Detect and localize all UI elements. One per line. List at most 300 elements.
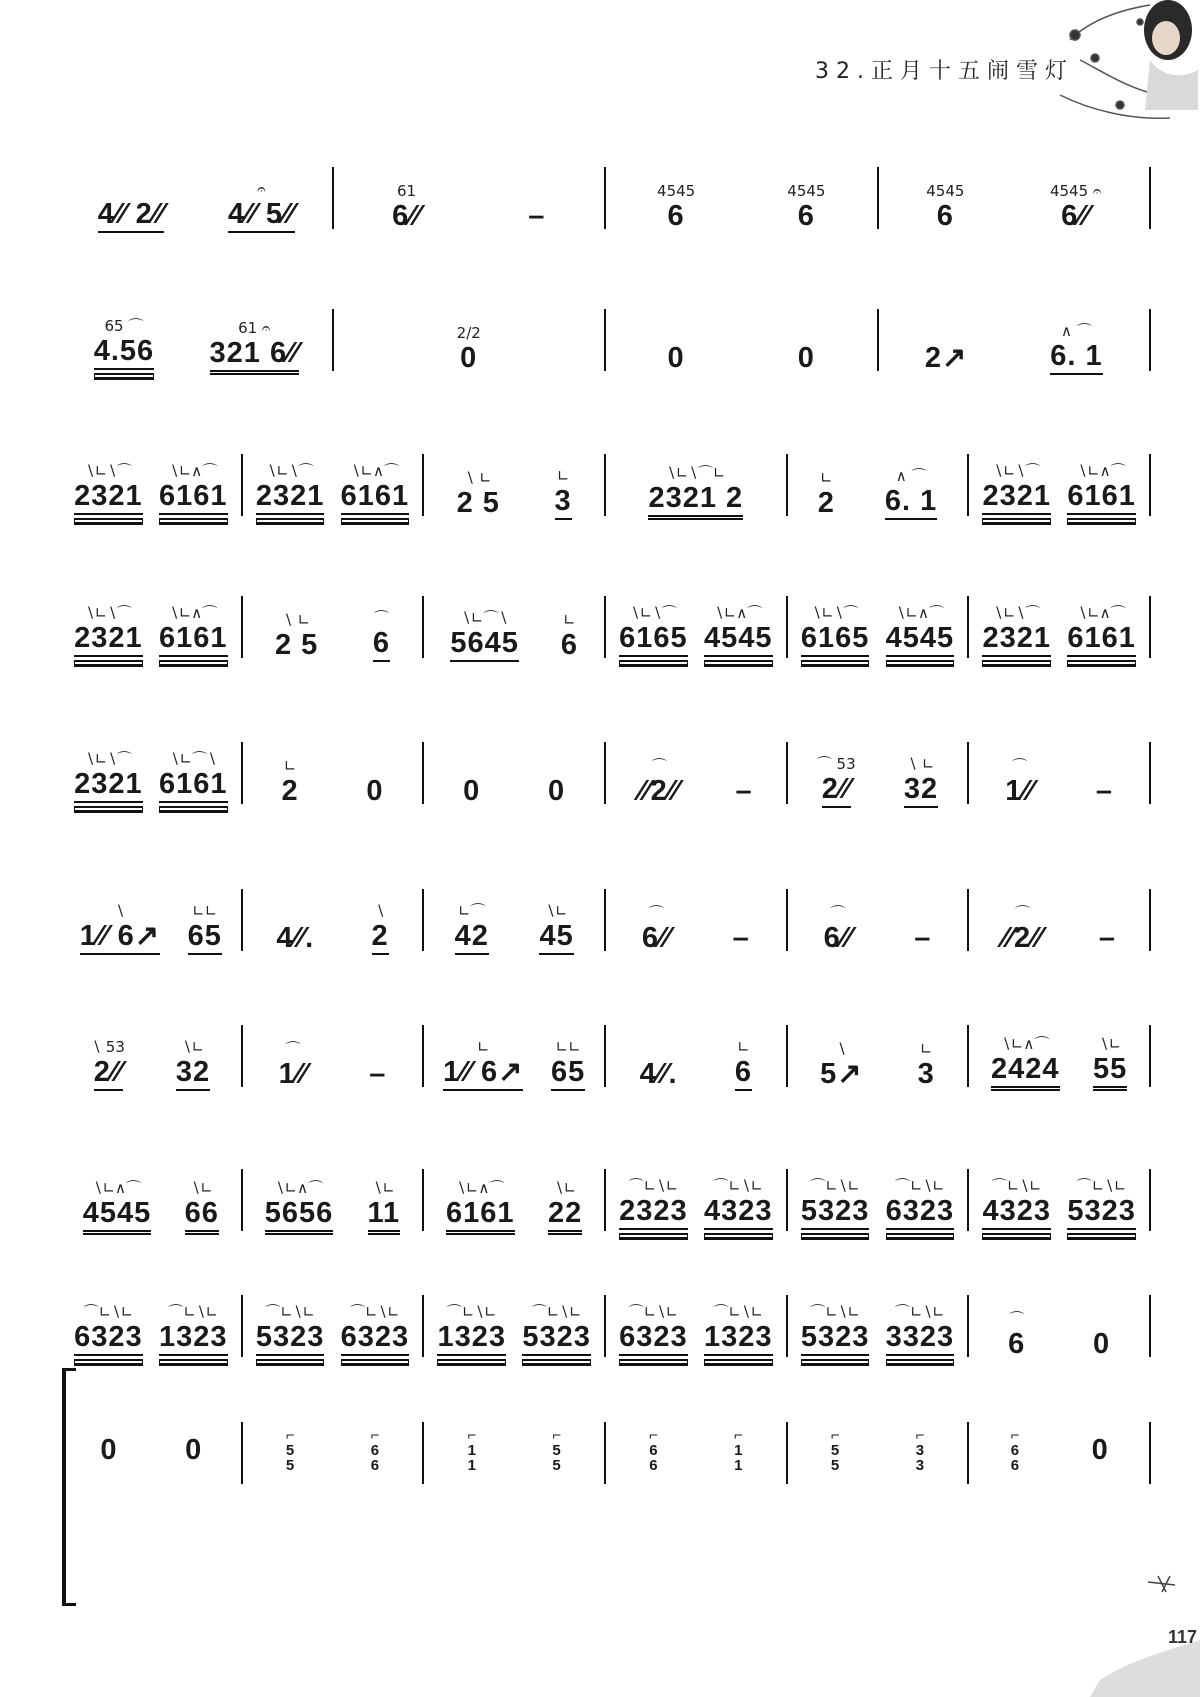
stacked-chord xyxy=(916,1428,925,1473)
ornament-marks: 61 𝄐 xyxy=(238,319,271,337)
ornament-marks: ∖∟⌒∖ xyxy=(169,750,217,768)
beat xyxy=(369,1042,386,1103)
chord-notes: 5 5 xyxy=(830,1441,840,1474)
jianpu-notes: 4323 xyxy=(982,1194,1051,1235)
score-line xyxy=(60,1273,1150,1373)
jianpu-notes: 6323 xyxy=(619,1320,688,1361)
ornament-marks: ∧ ⌒ xyxy=(895,467,927,485)
ornament-marks: ⌒∟∖∟ xyxy=(628,1303,679,1321)
ornament-marks: ⌒ xyxy=(1015,904,1031,922)
jianpu-notes: 1323 xyxy=(704,1320,773,1361)
beat xyxy=(275,613,318,674)
jianpu-notes: 6⁄⁄ xyxy=(823,922,853,954)
stacked-chord xyxy=(467,1428,476,1473)
jianpu-notes: 4323 xyxy=(704,1194,773,1235)
beat xyxy=(925,326,967,387)
jianpu-notes: 5323 xyxy=(1067,1194,1136,1235)
ornament-marks: ∖∟∧⌒ xyxy=(169,462,218,480)
lower-staff-line xyxy=(60,1400,1150,1500)
ornament-marks: ∖∟∖⌒∟ xyxy=(666,464,726,482)
measure xyxy=(968,432,1150,532)
beat xyxy=(657,184,695,245)
ornament-marks: ∖∟∖⌒ xyxy=(85,750,132,768)
beat xyxy=(787,184,825,245)
beat xyxy=(735,1040,752,1103)
beat xyxy=(824,906,853,967)
rest-symbol: 0 xyxy=(185,1433,202,1466)
measure xyxy=(605,1273,787,1373)
jianpu-notes: 6. 1 xyxy=(885,484,937,520)
ornament-marks: 4545 xyxy=(926,182,965,200)
ornament-marks: ∖∟∧⌒ xyxy=(1001,1035,1050,1053)
chord-mark: ⌐ xyxy=(733,1426,743,1444)
ornament-marks: ⌒∟∖∟ xyxy=(991,1177,1042,1195)
jianpu-notes: 6161 xyxy=(159,621,228,662)
ornament-marks: ∖∟∧⌒ xyxy=(1077,604,1126,622)
score-line xyxy=(60,145,1150,245)
jianpu-notes: 6 xyxy=(936,200,954,232)
beat xyxy=(648,466,743,532)
ornament-marks: ∖∟⌒∖ xyxy=(461,609,508,627)
ornament-marks: ∖∟∧⌒ xyxy=(714,604,763,622)
jianpu-notes: 2⁄⁄ xyxy=(94,1055,123,1091)
beat xyxy=(885,469,937,532)
ornament-marks: ∖∟ xyxy=(181,1038,205,1056)
ornament-marks: ∖∟ xyxy=(372,1179,395,1197)
measure xyxy=(242,1003,424,1103)
jianpu-notes: ⁄⁄2⁄⁄ xyxy=(1002,922,1043,954)
score-line xyxy=(60,720,1150,820)
jianpu-notes: 5645 xyxy=(450,626,519,662)
jianpu-notes: 65 xyxy=(188,919,222,955)
measure xyxy=(605,432,787,532)
jianpu-notes: 1323 xyxy=(437,1320,506,1361)
beat xyxy=(642,906,671,967)
beat xyxy=(265,1181,334,1247)
ornament-marks: 4545 𝄐 xyxy=(1049,182,1102,200)
barline xyxy=(1149,1422,1151,1484)
stacked-chord xyxy=(1011,1428,1020,1473)
beat xyxy=(256,464,325,532)
rest-symbol: 0 xyxy=(100,1433,117,1466)
beat xyxy=(159,752,228,820)
barline xyxy=(1149,1169,1151,1231)
jianpu-notes: 6⁄⁄ xyxy=(1061,200,1090,232)
beat xyxy=(188,904,222,967)
ornament-marks: 2/2 xyxy=(456,324,481,342)
jianpu-notes: 6323 xyxy=(886,1194,955,1235)
beat xyxy=(704,1179,773,1247)
ornament-marks: ∟∟ xyxy=(192,902,218,920)
beat xyxy=(561,613,578,674)
measure xyxy=(60,574,242,674)
measure xyxy=(605,867,787,967)
beat xyxy=(798,326,815,387)
ornament-marks: ∟ xyxy=(556,467,570,485)
measure xyxy=(242,720,424,820)
chord-notes: 5 5 xyxy=(285,1441,295,1474)
measure xyxy=(242,1147,424,1247)
ornament-marks: ∖∟ xyxy=(190,1179,213,1197)
jianpu-notes: 0 xyxy=(1093,1328,1111,1360)
beat xyxy=(528,184,545,245)
jianpu-notes: 65 xyxy=(551,1055,585,1091)
beat xyxy=(982,606,1051,674)
ornament-marks: ∟ xyxy=(737,1038,750,1056)
stacked-chord xyxy=(552,1428,561,1473)
jianpu-notes: 32 xyxy=(904,772,938,808)
beat xyxy=(914,906,931,967)
rest xyxy=(1091,1433,1108,1466)
jianpu-notes: 6323 xyxy=(341,1320,410,1361)
beat xyxy=(886,1179,955,1247)
beat xyxy=(704,606,773,674)
jianpu-notes: 3 xyxy=(555,484,572,520)
measure xyxy=(60,1003,242,1103)
barline xyxy=(1149,596,1151,658)
measure xyxy=(423,1400,605,1500)
beat xyxy=(668,326,685,387)
beat xyxy=(801,606,870,674)
jianpu-notes: 6 xyxy=(667,200,685,232)
measure xyxy=(423,1273,605,1373)
beat xyxy=(74,1305,143,1373)
ornament-marks: ⌒∟∖∟ xyxy=(265,1303,315,1321)
beat xyxy=(450,611,519,674)
ornament-marks: ⌒∟∖∟ xyxy=(810,1303,860,1321)
beat xyxy=(463,759,480,820)
beat xyxy=(639,759,680,820)
ornament-marks: ∟ xyxy=(563,611,576,629)
jianpu-notes: 6165 xyxy=(619,621,688,662)
jianpu-notes: 6 xyxy=(797,200,815,232)
jianpu-notes: 5323 xyxy=(522,1320,591,1361)
beat xyxy=(74,752,143,820)
rest-symbol: 0 xyxy=(1091,1433,1108,1466)
ornament-marks: ∖∟∖⌒ xyxy=(811,604,859,622)
page-number: 117 xyxy=(1168,1627,1198,1647)
ornament-marks: ⌒ xyxy=(1012,757,1028,775)
beat xyxy=(801,1305,870,1373)
barline xyxy=(1149,742,1151,804)
score-line xyxy=(60,1003,1150,1103)
ornament-marks: ⌒∟∖∟ xyxy=(350,1303,400,1321)
beat xyxy=(210,321,299,387)
barline xyxy=(1149,309,1151,371)
beat xyxy=(74,606,143,674)
beat xyxy=(1093,1312,1110,1373)
jianpu-notes: 0 xyxy=(797,342,815,374)
stacked-chord xyxy=(649,1428,658,1473)
ornament-marks: ∖∟∖⌒ xyxy=(85,462,132,480)
ornament-marks: ⌒ xyxy=(285,1040,301,1058)
ornament-marks: ∖∟ xyxy=(554,1179,577,1197)
measure xyxy=(787,867,969,967)
beat xyxy=(522,1305,591,1373)
measure xyxy=(605,287,878,387)
jianpu-notes: 5656 xyxy=(265,1196,334,1235)
score-line xyxy=(60,432,1150,532)
beat xyxy=(704,1305,773,1373)
ornament-marks: ∖∟∖⌒ xyxy=(630,604,677,622)
ornament-marks: ⌒∟∖∟ xyxy=(713,1303,764,1321)
beat xyxy=(539,904,573,967)
measure xyxy=(333,287,606,387)
jianpu-notes: 1⁄⁄ xyxy=(278,1058,308,1090)
beat xyxy=(886,1305,955,1373)
ornament-marks: ∖∟∖⌒ xyxy=(993,462,1041,480)
ornament-marks: ∖∟∧⌒ xyxy=(274,1179,324,1197)
ornament-marks: ∖ xyxy=(836,1040,847,1058)
beat xyxy=(457,326,481,387)
jianpu-notes: 4.56 xyxy=(94,334,154,375)
beat xyxy=(1067,464,1136,532)
beat xyxy=(817,757,856,820)
beat xyxy=(991,1037,1060,1103)
barline xyxy=(1149,167,1151,229)
ornament-marks: ⌒∟∖∟ xyxy=(895,1303,945,1321)
ornament-marks: ∟ xyxy=(283,757,297,775)
chord-notes: 6 6 xyxy=(370,1441,380,1474)
jianpu-notes: 2321 2 xyxy=(648,481,743,520)
measure xyxy=(605,145,878,245)
jianpu-notes: 4545 xyxy=(83,1196,152,1235)
beat xyxy=(1067,1179,1136,1247)
jianpu-notes: 6. 1 xyxy=(1050,339,1102,375)
beat xyxy=(437,1305,506,1373)
barline xyxy=(1149,1295,1151,1357)
measure xyxy=(60,1400,242,1500)
stacked-chord xyxy=(371,1428,380,1473)
ornament-marks: 65 ⌒ xyxy=(104,317,144,335)
jianpu-notes: ⁄⁄2⁄⁄ xyxy=(639,775,680,807)
ornament-marks: ⌒∟∖∟ xyxy=(168,1303,219,1321)
beat xyxy=(548,1181,582,1247)
jianpu-notes: 6⁄⁄ xyxy=(641,922,671,954)
ornament-marks: ∖ xyxy=(115,902,125,920)
chord-notes: 6 6 xyxy=(649,1441,658,1474)
beat xyxy=(279,1042,308,1103)
beat xyxy=(83,1181,152,1247)
jianpu-notes: – xyxy=(735,775,753,807)
ornament-marks: 4545 xyxy=(657,182,696,200)
jianpu-notes: 0 xyxy=(463,775,481,807)
beat xyxy=(159,606,228,674)
chord-notes: 1 1 xyxy=(467,1441,476,1474)
beat xyxy=(91,1040,124,1103)
chord-mark: ⌐ xyxy=(915,1426,925,1444)
measure xyxy=(423,720,605,820)
beat xyxy=(185,1181,219,1247)
beat xyxy=(372,904,389,967)
measure xyxy=(787,720,969,820)
chord-mark: ⌐ xyxy=(467,1426,477,1444)
jianpu-notes: 321 6⁄⁄ xyxy=(210,336,299,375)
jianpu-notes: – xyxy=(528,200,546,232)
beat xyxy=(619,1179,688,1247)
jianpu-notes: 0 xyxy=(366,775,384,807)
jianpu-notes: 6 xyxy=(1008,1328,1026,1360)
beat xyxy=(276,906,314,967)
measure xyxy=(423,432,605,532)
beat xyxy=(640,1042,678,1103)
measure xyxy=(605,574,787,674)
score-line xyxy=(60,287,1150,387)
measure xyxy=(60,287,333,387)
jianpu-notes: 32 xyxy=(176,1055,210,1091)
measure xyxy=(423,1147,605,1247)
jianpu-notes: – xyxy=(914,922,932,954)
jianpu-notes: 1⁄⁄ xyxy=(1005,775,1035,807)
beat xyxy=(1008,1312,1025,1373)
measure xyxy=(60,1273,242,1373)
jianpu-notes: 66 xyxy=(185,1196,219,1235)
rest xyxy=(185,1433,202,1466)
measure xyxy=(60,1147,242,1247)
jianpu-notes: 1323 xyxy=(159,1320,228,1361)
measure xyxy=(787,1147,969,1247)
beat xyxy=(818,471,835,532)
beat xyxy=(176,1040,210,1103)
jianpu-notes: – xyxy=(732,922,750,954)
ornament-marks: ∖∟∧⌒ xyxy=(895,604,944,622)
chord-mark: ⌐ xyxy=(649,1426,658,1444)
measure xyxy=(968,1400,1150,1500)
jianpu-notes: 2 xyxy=(372,919,389,955)
measure xyxy=(968,1273,1150,1373)
jianpu-notes: – xyxy=(369,1058,387,1090)
measure xyxy=(968,720,1150,820)
measure xyxy=(60,720,242,820)
barline xyxy=(1149,454,1151,516)
ornament-marks: ∖∟∖⌒ xyxy=(993,604,1041,622)
ornament-marks: ⌒∟∖∟ xyxy=(1076,1177,1127,1195)
ornament-marks: ∟ xyxy=(919,1040,933,1058)
ornament-marks: ∖∟∧⌒ xyxy=(169,604,218,622)
measure xyxy=(605,1400,787,1500)
barline xyxy=(1149,1025,1151,1087)
jianpu-notes: 2 xyxy=(281,775,299,807)
chord-notes: 3 3 xyxy=(915,1441,925,1474)
ornament-marks: ⌒∟∖∟ xyxy=(531,1303,582,1321)
jianpu-notes: 55 xyxy=(1093,1052,1127,1091)
jianpu-notes: 6161 xyxy=(1067,479,1136,520)
jianpu-notes: 1⁄⁄ 6↗ xyxy=(80,919,160,955)
jianpu-notes: 2⁄⁄ xyxy=(822,772,851,808)
measure xyxy=(787,574,969,674)
jianpu-notes: 6 xyxy=(735,1055,752,1091)
measure xyxy=(242,432,424,532)
jianpu-notes: 6323 xyxy=(74,1320,143,1361)
ornament-marks: ∖ xyxy=(375,902,385,920)
stacked-chord xyxy=(734,1428,743,1473)
beat xyxy=(282,759,299,820)
ornament-marks: ∖∟∖⌒ xyxy=(266,462,314,480)
ornament-marks: ⌒∟∖∟ xyxy=(810,1177,860,1195)
measure xyxy=(60,432,242,532)
measure xyxy=(968,1003,1150,1103)
ornament-marks: ∖ ∟ xyxy=(464,469,492,487)
measure xyxy=(423,1003,605,1103)
measure xyxy=(605,1003,787,1103)
measure xyxy=(242,574,424,674)
beat xyxy=(926,184,964,245)
jianpu-notes: 2321 xyxy=(74,767,143,808)
jianpu-notes: 4⁄⁄. xyxy=(276,922,315,954)
jianpu-notes: 2 xyxy=(817,487,835,519)
beat xyxy=(341,464,410,532)
jianpu-notes: 11 xyxy=(368,1196,401,1235)
beat xyxy=(256,1305,325,1373)
jianpu-notes: 0 xyxy=(548,775,566,807)
jianpu-notes: 6 xyxy=(560,629,578,661)
ornament-marks: 61 xyxy=(396,182,417,200)
jianpu-notes: 6⁄⁄ xyxy=(392,200,421,232)
beat xyxy=(918,1042,935,1103)
ornament-marks: ⌒∟∖∟ xyxy=(713,1177,764,1195)
ornament-marks: ∖∟ xyxy=(545,902,568,920)
measure xyxy=(968,574,1150,674)
measure xyxy=(878,287,1151,387)
beat xyxy=(228,182,295,245)
jianpu-notes: 6161 xyxy=(1067,621,1136,662)
jianpu-notes: 2321 xyxy=(982,479,1051,520)
beat xyxy=(904,757,938,820)
beat xyxy=(619,1305,688,1373)
beat xyxy=(341,1305,410,1373)
chord-notes: 1 1 xyxy=(734,1441,743,1474)
ornament-marks: ∟ xyxy=(476,1038,490,1056)
measure xyxy=(968,1147,1150,1247)
ornament-marks: ⌒ xyxy=(651,757,667,775)
beat xyxy=(1099,906,1116,967)
beat xyxy=(368,1181,401,1247)
ornament-marks: ∖ ∟ xyxy=(283,611,311,629)
chord-mark: ⌐ xyxy=(552,1426,561,1444)
jianpu-notes: 2↗ xyxy=(924,342,968,374)
beat xyxy=(1096,759,1113,820)
ornament-marks: ∖∟∧⌒ xyxy=(350,462,399,480)
jianpu-notes: 2321 xyxy=(74,479,143,520)
beat xyxy=(159,464,228,532)
jianpu-notes: 6161 xyxy=(159,479,228,520)
jianpu-notes: 4⁄⁄. xyxy=(639,1058,678,1090)
ornament-marks: 𝄐 xyxy=(257,180,266,198)
jianpu-notes: 4545 xyxy=(886,621,955,662)
ornament-marks: ⌒ xyxy=(830,904,846,922)
beat xyxy=(94,319,154,387)
beat xyxy=(1050,324,1102,387)
measure xyxy=(242,1273,424,1373)
chord-mark: ⌐ xyxy=(1010,1426,1020,1444)
beat xyxy=(551,1040,585,1103)
ornament-marks: ∖∟∧⌒ xyxy=(1077,462,1126,480)
beat xyxy=(98,182,165,245)
jianpu-notes: 2321 xyxy=(256,479,325,520)
measure xyxy=(423,867,605,967)
measure xyxy=(242,867,424,967)
jianpu-notes: 6 xyxy=(373,626,390,662)
jianpu-notes: 2321 xyxy=(74,621,143,662)
ornament-marks: ∖ 53 xyxy=(91,1038,125,1056)
jianpu-notes: 5323 xyxy=(801,1320,870,1361)
ornament-marks: ⌒ xyxy=(648,904,664,922)
beat xyxy=(1005,759,1034,820)
ornament-marks: ⌒ xyxy=(373,609,389,627)
jianpu-notes: 4⁄⁄ 5⁄⁄ xyxy=(228,197,295,233)
beat xyxy=(982,1179,1051,1247)
jianpu-notes: 42 xyxy=(455,919,489,955)
